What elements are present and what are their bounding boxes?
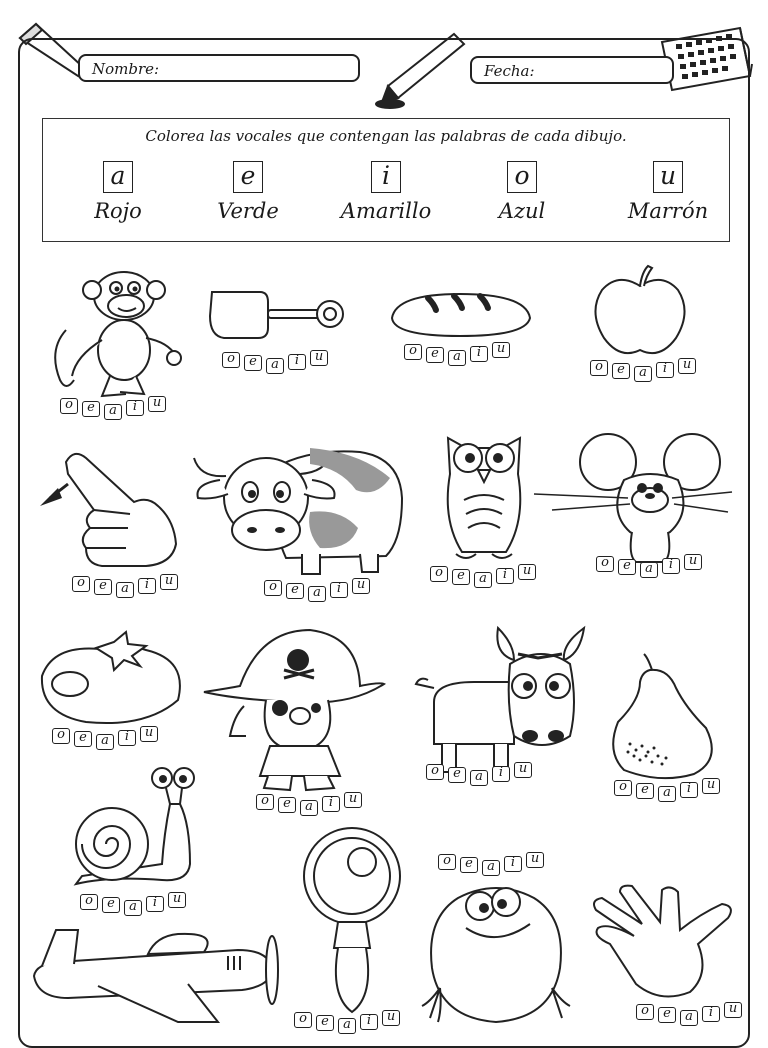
donkey-icon	[414, 624, 590, 776]
legend-color-label: Rojo	[94, 199, 142, 223]
tomato-icon	[36, 630, 186, 728]
vowel-box-e[interactable]: e	[102, 897, 120, 913]
vowel-box-i[interactable]: i	[322, 796, 340, 812]
vowel-box-o[interactable]: o	[590, 360, 608, 376]
legend-item-a	[53, 161, 183, 223]
bread-icon	[386, 288, 534, 340]
vowel-box-e[interactable]: e	[316, 1015, 334, 1031]
vowel-box-i[interactable]: i	[146, 896, 164, 912]
vowel-box-i[interactable]: i	[656, 362, 674, 378]
vowel-box-e[interactable]: e	[426, 347, 444, 363]
legend-item-u	[603, 161, 733, 223]
name-field[interactable]	[78, 54, 360, 82]
legend-item-e	[183, 161, 313, 223]
monkey-icon	[46, 260, 186, 400]
owl-icon	[436, 430, 532, 568]
legend-item-i	[321, 161, 451, 223]
airplane-icon	[28, 926, 282, 1024]
vowel-boxes-pirate	[256, 791, 372, 820]
legend-color-label: Marrón	[627, 199, 709, 223]
vowel-box-a[interactable]: a	[634, 366, 652, 382]
vowel-box-a[interactable]: a	[680, 1010, 698, 1026]
vowel-box-i[interactable]: i	[138, 578, 156, 594]
vowel-box-e[interactable]: e	[74, 731, 92, 747]
vowel-box-a[interactable]: a	[104, 404, 122, 420]
vowel-box-a[interactable]: a	[448, 350, 466, 366]
vowel-boxes-apple	[590, 357, 706, 386]
legend-color-label: Amarillo	[340, 199, 432, 223]
vowel-box-i[interactable]: i	[118, 730, 136, 746]
vowel-box-u[interactable]: u	[702, 778, 720, 794]
vowel-box-e[interactable]: e	[618, 559, 636, 575]
vowel-box-a[interactable]: a	[96, 734, 114, 750]
vowel-box-u[interactable]: u	[678, 358, 696, 374]
vowel-boxes-finger	[72, 573, 188, 602]
vowel-box-i[interactable]: i	[702, 1006, 720, 1022]
vowel-box-e[interactable]: e	[82, 401, 100, 417]
vowel-box-o[interactable]: o	[404, 344, 422, 360]
date-field[interactable]	[470, 56, 674, 84]
vowel-box-u[interactable]: u	[382, 1010, 400, 1026]
vowel-box-a[interactable]: a	[640, 562, 658, 578]
vowel-box-i[interactable]: i	[330, 582, 348, 598]
vowel-box-a[interactable]: a	[116, 582, 134, 598]
vowel-boxes-cow	[264, 577, 380, 606]
vowel-box-a[interactable]: a	[338, 1018, 356, 1034]
vowel-box-u[interactable]: u	[724, 1002, 742, 1018]
vowel-box-i[interactable]: i	[126, 400, 144, 416]
vowel-boxes-snail	[80, 891, 196, 920]
vowel-box-u[interactable]: u	[684, 554, 702, 570]
vowel-box-a[interactable]: a	[474, 572, 492, 588]
vowel-box-o[interactable]: o	[438, 854, 456, 870]
vowel-box-o[interactable]: o	[264, 580, 282, 596]
vowel-box-e[interactable]: e	[244, 355, 262, 371]
legend-color-label: Verde	[217, 199, 279, 223]
vowel-boxes-donkey	[426, 761, 542, 790]
vowel-boxes-hand	[636, 1001, 752, 1030]
vowel-box-e[interactable]: e	[612, 363, 630, 379]
instruction-text: Colorea las vocales que contengan las palabras de cada dibujo.	[145, 127, 627, 145]
pirate-icon	[200, 626, 386, 796]
vowel-box-i[interactable]: i	[680, 782, 698, 798]
vowel-box-u[interactable]: u	[514, 762, 532, 778]
pear-icon	[610, 652, 720, 782]
frog-icon	[420, 878, 572, 1024]
vowel-box-o[interactable]: o	[60, 398, 78, 414]
vowel-box-o[interactable]: o	[294, 1012, 312, 1028]
vowel-box-a[interactable]: a	[470, 770, 488, 786]
vowel-color-legend	[42, 118, 730, 242]
magnifier-icon	[300, 826, 406, 1020]
vowel-box-e[interactable]: e	[460, 857, 478, 873]
vowel-box-u[interactable]: u	[160, 574, 178, 590]
cow-icon	[190, 438, 414, 578]
vowel-box-a[interactable]: a	[124, 900, 142, 916]
vowel-box-a[interactable]: a	[300, 800, 318, 816]
vowel-box-e[interactable]: e	[452, 569, 470, 585]
mouse-icon	[532, 432, 734, 566]
vowel-box-o[interactable]: o	[636, 1004, 654, 1020]
vowel-boxes-tomato	[52, 725, 168, 754]
vowel-box-o[interactable]: o	[222, 352, 240, 368]
vowel-box-e[interactable]: e	[94, 579, 112, 595]
vowel-boxes-bread	[404, 341, 520, 370]
apple-icon	[590, 262, 692, 360]
legend-letter: o	[507, 161, 537, 193]
legend-letter: a	[103, 161, 133, 193]
vowel-box-i[interactable]: i	[504, 856, 522, 872]
vowel-boxes-owl	[430, 563, 546, 592]
vowel-boxes-monkey	[60, 395, 176, 424]
vowel-box-e[interactable]: e	[278, 797, 296, 813]
snail-icon	[70, 764, 196, 892]
legend-item-o	[457, 161, 587, 223]
vowel-box-o[interactable]: o	[430, 566, 448, 582]
vowel-box-i[interactable]: i	[492, 766, 510, 782]
legend-color-label: Azul	[498, 199, 546, 223]
vowel-boxes-magnifier	[294, 1009, 410, 1038]
vowel-box-i[interactable]: i	[360, 1014, 378, 1030]
shovel-icon	[206, 286, 348, 344]
vowel-box-e[interactable]: e	[286, 583, 304, 599]
legend-letter: u	[653, 161, 683, 193]
vowel-box-o[interactable]: o	[72, 576, 90, 592]
vowel-box-u[interactable]: u	[526, 852, 544, 868]
vowel-box-i[interactable]: i	[470, 346, 488, 362]
vowel-box-u[interactable]: u	[352, 578, 370, 594]
vowel-box-u[interactable]: u	[518, 564, 536, 580]
vowel-box-u[interactable]: u	[310, 350, 328, 366]
vowel-box-e[interactable]: e	[448, 767, 466, 783]
vowel-box-a[interactable]: a	[482, 860, 500, 876]
legend-letter: e	[233, 161, 263, 193]
finger-icon	[38, 444, 188, 574]
name-label: Nombre:	[92, 60, 160, 78]
vowel-boxes-mouse	[596, 553, 712, 582]
vowel-box-u[interactable]: u	[492, 342, 510, 358]
vowel-box-a[interactable]: a	[308, 586, 326, 602]
vowel-box-u[interactable]: u	[140, 726, 158, 742]
vowel-boxes-pear	[614, 777, 730, 806]
vowel-box-o[interactable]: o	[596, 556, 614, 572]
vowel-box-i[interactable]: i	[662, 558, 680, 574]
vowel-box-a[interactable]: a	[658, 786, 676, 802]
vowel-box-e[interactable]: e	[636, 783, 654, 799]
vowel-box-a[interactable]: a	[266, 358, 284, 374]
vowel-box-o[interactable]: o	[426, 764, 444, 780]
vowel-box-o[interactable]: o	[614, 780, 632, 796]
vowel-box-u[interactable]: u	[344, 792, 362, 808]
vowel-box-i[interactable]: i	[288, 354, 306, 370]
vowel-box-o[interactable]: o	[256, 794, 274, 810]
vowel-box-u[interactable]: u	[168, 892, 186, 908]
vowel-boxes-shovel	[222, 349, 338, 378]
vowel-box-e[interactable]: e	[658, 1007, 676, 1023]
vowel-box-u[interactable]: u	[148, 396, 166, 412]
vowel-boxes-frog	[438, 851, 554, 880]
vowel-box-o[interactable]: o	[52, 728, 70, 744]
date-label: Fecha:	[484, 62, 535, 80]
vowel-box-o[interactable]: o	[80, 894, 98, 910]
hand-icon	[590, 884, 742, 1004]
vowel-box-i[interactable]: i	[496, 568, 514, 584]
legend-letter: i	[371, 161, 401, 193]
